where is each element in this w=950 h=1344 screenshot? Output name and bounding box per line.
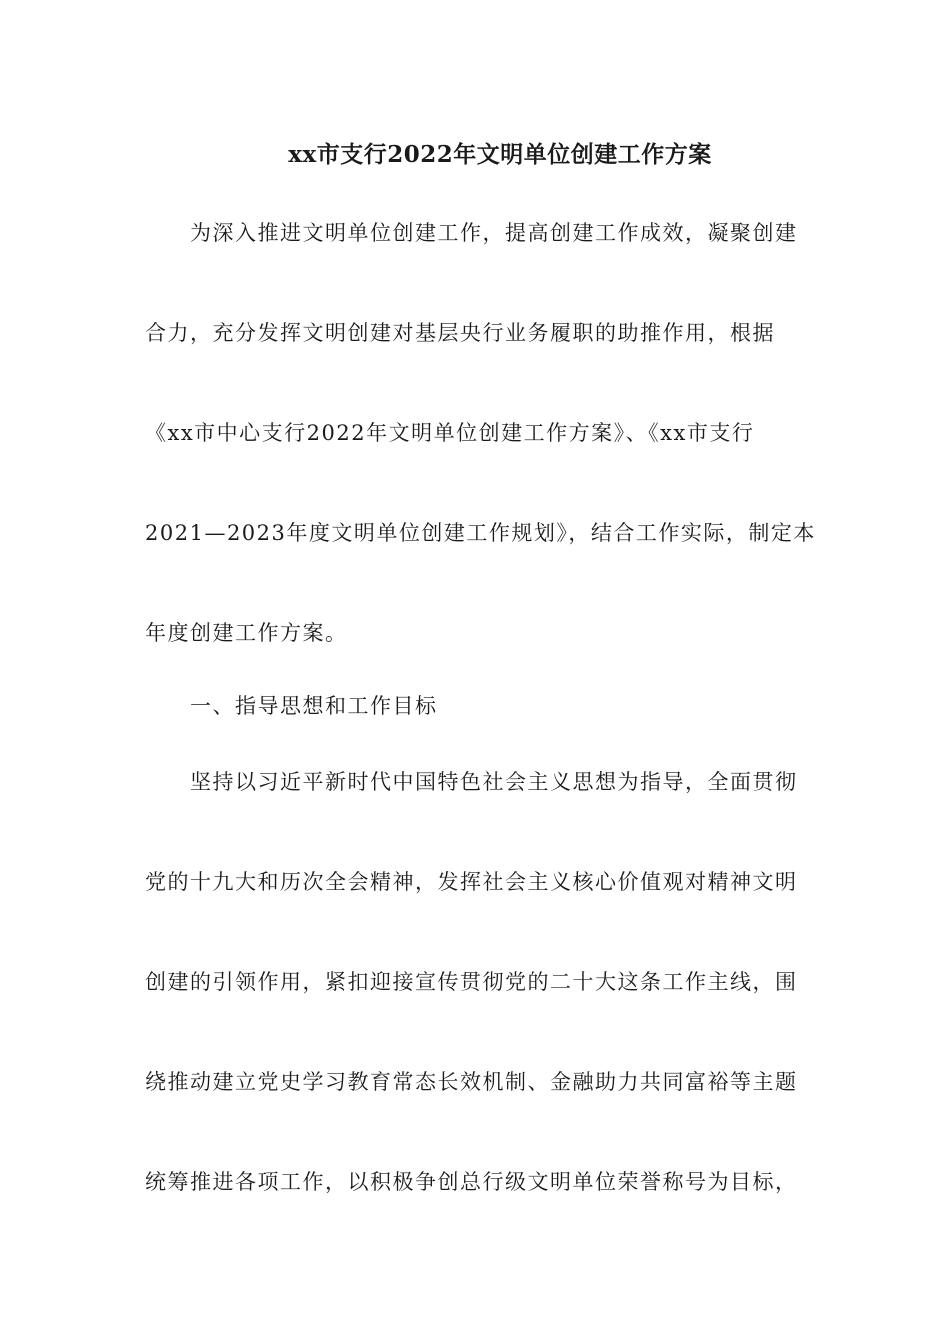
paragraph-line: 年度创建工作方案。 bbox=[145, 621, 348, 645]
paragraph-line: 2021—2023年度文明单位创建工作规划》，结合工作实际，制定本 bbox=[145, 521, 816, 545]
paragraph-line: 《xx市中心支行2022年文明单位创建工作方案》、《xx市支行 bbox=[145, 421, 755, 445]
paragraph-line: 合力，充分发挥文明创建对基层央行业务履职的助推作用，根据 bbox=[145, 321, 775, 345]
paragraph-line: 党的十九大和历次全会精神，发挥社会主义核心价值观对精神文明 bbox=[145, 870, 798, 894]
paragraph-line: 坚持以习近平新时代中国特色社会主义思想为指导，全面贯彻 bbox=[190, 770, 798, 794]
paragraph-line: 为深入推进文明单位创建工作，提高创建工作成效，凝聚创建 bbox=[190, 221, 798, 245]
paragraph-line: 统筹推进各项工作，以积极争创总行级文明单位荣誉称号为目标， bbox=[145, 1170, 798, 1194]
paragraph-line: 创建的引领作用，紧扣迎接宣传贯彻党的二十大这条工作主线，围 bbox=[145, 970, 798, 994]
paragraph-line: 绕推动建立党史学习教育常态长效机制、金融助力共同富裕等主题 bbox=[145, 1070, 798, 1094]
section-heading: 一、指导思想和工作目标 bbox=[190, 694, 438, 718]
document-title: xx市支行2022年文明单位创建工作方案 bbox=[288, 141, 712, 168]
